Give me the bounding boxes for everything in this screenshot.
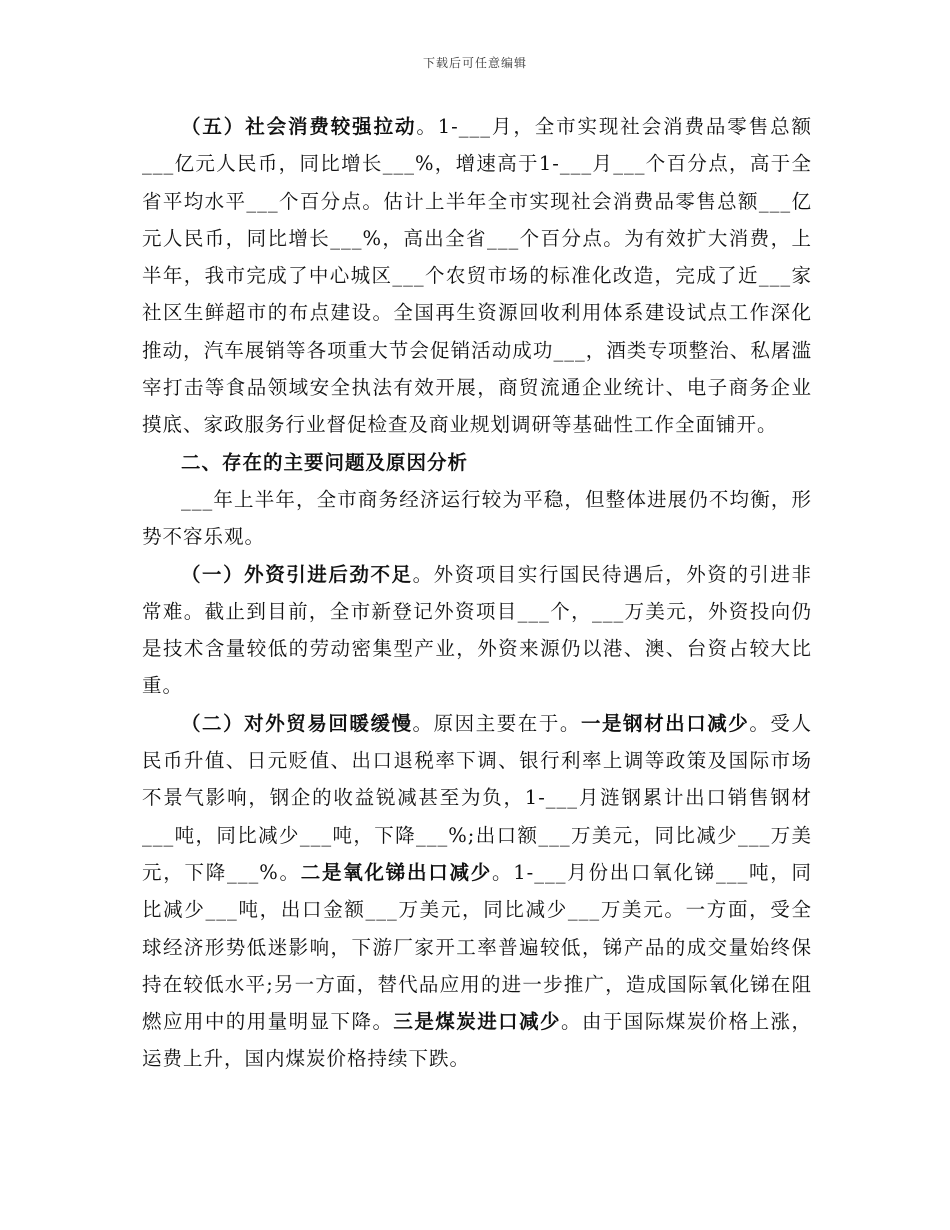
paragraph-text: 。外资项目实行国民待遇后，外资的引进非常难。截止到目前，全市新登记外资项目___个，___万美元，外资投向仍是技术含量较低的劳动密集型产业，外资来源仍以港、澳、台资占较大比重。 (142, 562, 812, 698)
paragraph-social-consumption (142, 108, 812, 444)
point-steel-export: 一是钢材出口减少 (580, 711, 750, 735)
paragraph-text: 。原因主要在于。 (412, 711, 581, 735)
paragraph-text: 。1-___月份出口氧化锑___吨，同比减少___吨，出口金额___万美元，同比减少___万美元。一方面，受全球经济形势低迷影响，下游厂家开工率普遍较低，锑产品的成交量始终保持在较低水平;另一方面，替代品应用的进一步推广，造成国际氧化锑在阻燃应用中的用量明显下降。 (142, 860, 813, 1034)
section-lead: （一）外资引进后劲不足 (181, 562, 413, 586)
page-header: 下载后可任意编辑 (422, 56, 527, 70)
document-body (142, 108, 812, 1078)
paragraph-overview: ___年上半年，全市商务经济运行较为平稳，但整体进展仍不均衡，形势不容乐观。 (142, 487, 812, 549)
paragraph-text: 。由于国际煤炭价格上涨，运费上升，国内煤炭价格持续下跌。 (142, 1010, 812, 1071)
section-heading: 二、存在的主要问题及原因分析 (181, 450, 469, 474)
section-lead: （五）社会消费较强拉动 (181, 115, 417, 138)
point-antimony-export: 二是氧化锑出口减少 (300, 860, 493, 884)
paragraph-text: 。受人民币升值、日元贬值、出口退税率下调、银行利率上调等政策及国际市场不景气影响，钢企的收益锐减甚至为负，1-___月涟钢累计出口销售钢材___吨，同比减少___吨，下降___%;出口额___万美元，同比减少___万美元，下降___%。 (142, 711, 812, 884)
paragraph-text: 。1-___月，全市实现社会消费品零售总额___亿元人民币，同比增长___%，增速高于1-___月___个百分点，高于全省平均水平___个百分点。估计上半年全市实现社会消费品零售总额___亿元人民币，同比增长___%，高出全省___个百分点。为有效扩大消费，上半年，我市完成了中心城区___个农贸市场的标准化改造，完成了近___家社区生鲜超市的布点建设。全国再生资源回收利用体系建设试点工作深化推动，汽车展销等各项重大节会促销活动成功___，酒类专项整治、私屠滥宰打击等食品领域安全执法有效开展，商贸流通企业统计、电子商务企业摸底、家政服务行业督促检查及商业规划调研等基础性工作全面铺开。 (142, 115, 812, 437)
point-coal-import: 三是煤炭进口减少 (393, 1010, 562, 1034)
paragraph-foreign-trade (142, 705, 812, 1078)
paragraph-foreign-investment (142, 556, 812, 705)
section-lead: （二）对外贸易回暖缓慢 (181, 711, 413, 735)
